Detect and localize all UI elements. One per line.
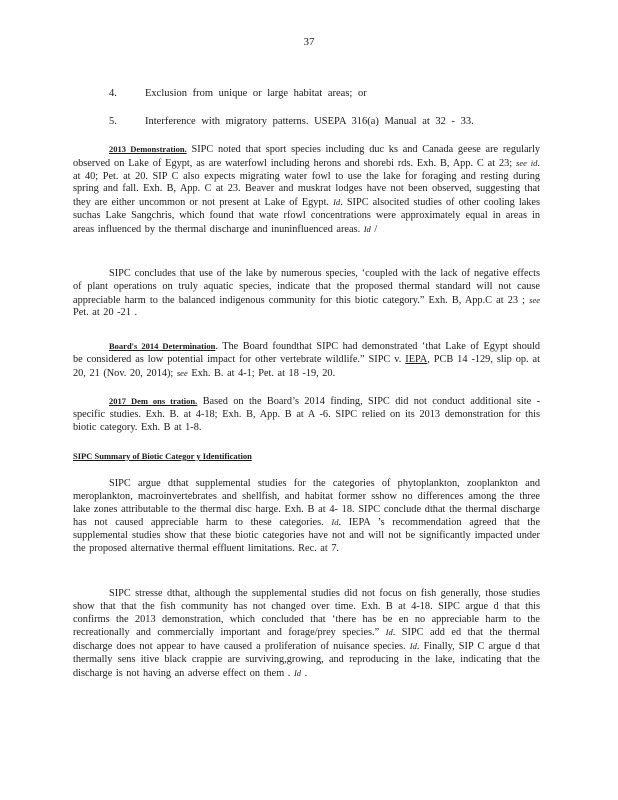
list-item-5 (109, 116, 474, 127)
paragraph-fish-community: SIPC stresse dthat, although the supplemental studies did not focus on fish generally, those studies show that that the fish community has not changed over time. Exh. B at 4-18. SIPC argue d that this confirms the 2013 demonstration, which concluded that ‘there has be en no appreciable harm to the recreationally and commercially important and forage/prey species.” Id. SIPC add ed that the thermal discharge does not appear to have caused a proliferation of nuisance species. Id. Finally, SIP C argue d that thermally sens itive black crappie are surviving,growing, and reproducing in the lake, indicating that the discharge is not having an adverse effect on them . Id . (73, 588, 540, 679)
paragraph-heading: 2013 Demonstration. (109, 144, 187, 154)
list-item-number: 4. (109, 88, 117, 99)
paragraph-board-determination: Board's 2014 Determination. The Board foundthat SIPC had demonstrated ‘that Lake of Egypt should be considered as low potential impact for other vertebrate wildlife.” SIPC v. IEPA, PCB 14 -129, slip op. at 20, 21 (Nov. 20, 2014); see Exh. B. at 4-1; Pet. at 18 -19, 20. (73, 341, 541, 379)
paragraph-supplemental-studies: SIPC argue dthat supplemental studies for the categories of phytoplankton, zooplankton and meroplankton, macroinvertebrates and shellfish, and habitat former sshow no differences among the three lake zones attributable to the thermal disc harge. Exh. B at 4- 18. SIPC conclude dthat the thermal discharge has not caused appreciable harm to these categories. Id. IEPA ’s recommendation agreed that the supplemental studies show that these biotic categories have not and will not be significantly impacted under the proposed alternative thermal effluent limitations. Rec. at 7. (73, 478, 541, 554)
list-item-4 (109, 88, 367, 99)
paragraph-heading: 2017 Dem ons tration. (109, 396, 198, 406)
list-item-text: Interference with migratory patterns. USEPA 316(a) Manual at 32 - 33. (145, 116, 474, 127)
list-item-text: Exclusion from unique or large habitat areas; or (145, 88, 367, 99)
paragraph-sipc-concludes: SIPC concludes that use of the lake by numerous species, ‘coupled with the lack of negative effects of plant operations on truly aquatic species, indicate that the proposed thermal standard will not cause appreciable harm to the balanced indigenous community for this biotic category.” Exh. B, App.C at 23 ; see Pet. at 20 -21 . (73, 268, 540, 319)
case-name-link: IEPA (405, 353, 428, 365)
page-number: 37 (303, 36, 315, 48)
list-item-number: 5. (109, 116, 117, 127)
paragraph-2013-demonstration: 2013 Demonstration. SIPC noted that sport species including duc ks and Canada geese are regularly observed on Lake of Egypt, as are waterfowl including herons and shorebi rds. Exh. B, App. C at 23; see id. at 40; Pet. at 20. SIP C also expects migrating water fowl to use the lake for foraging and resting during spring and fall. Exh. B, App. C at 23. Beaver and muskrat lodges have not been observed, suggesting that they are either uncommon or not present at Lake of Egypt. Id. SIPC alsocited studies of other cooling lakes suchas Lake Sangchris, which found that wate rfowl concentrations were approximately equal in areas in areas influenced by the thermal discharge and inuninfluenced areas. Id / (73, 144, 540, 235)
paragraph-heading: Board's 2014 Determination (109, 341, 216, 351)
paragraph-2017-demonstration: 2017 Dem ons tration. Based on the Board’s 2014 finding, SIPC did not conduct additional site -specific studies. Exh. B. at 4-18; Exh. B, App. B at A -6. SIPC relied on its 2013 demonstration for this biotic category. Exh. B at 1-8. (73, 396, 540, 433)
section-heading: SIPC Summary of Biotic Categor y Identification (73, 451, 252, 461)
